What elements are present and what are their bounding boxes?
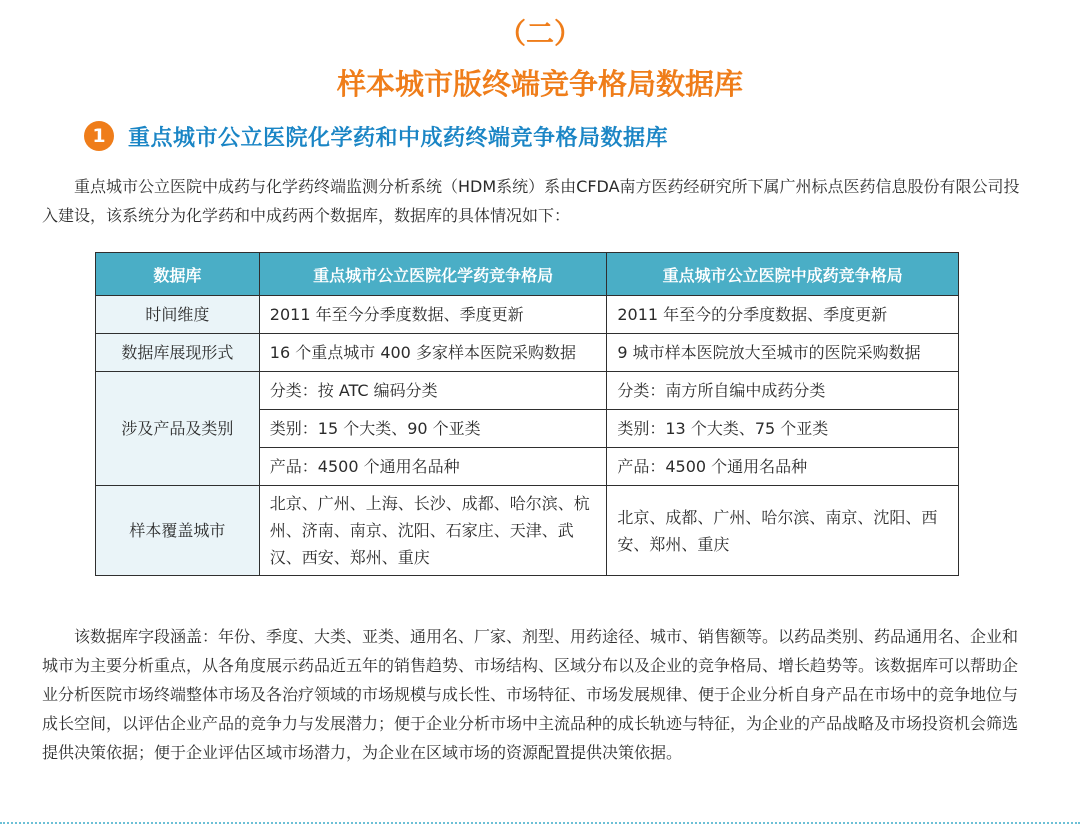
cell-cities-tcm: 北京、成都、广州、哈尔滨、南京、沈阳、西安、郑州、重庆: [607, 486, 959, 576]
description-paragraph: 该数据库字段涵盖：年份、季度、大类、亚类、通用名、厂家、剂型、用药途径、城市、销售额等。以药品类别、药品通用名、企业和城市为主要分析重点，从各角度展示药品近五年的销售趋势、市场结构、区域分布以及企业的竞争格局、增长趋势等。该数据库可以帮助企业分析医院市场终端整体市场及各治疗领域的市场规模与成长性、市场特征、市场发展规律、便于企业分析自身产品在市场中的竞争地位与成长空间，以评估企业产品的竞争力与发展潜力；便于企业分析市场中主流品种的成长轨迹与特征，为企业的产品战略及市场投资机会筛选提供决策依据；便于企业评估区域市场潜力，为企业在区域市场的资源配置提供决策依据。: [42, 627, 1019, 762]
cell-category-tcm: 类别：13 个大类、75 个亚类: [607, 410, 959, 448]
section-heading: [84, 118, 668, 154]
header-database: 数据库: [96, 253, 260, 296]
cell-category-chemical: 类别：15 个大类、90 个亚类: [259, 410, 607, 448]
cell-time-tcm: 2011 年至今的分季度数据、季度更新: [607, 296, 959, 334]
cell-form-chemical: 16 个重点城市 400 多家样本医院采购数据: [259, 334, 607, 372]
database-comparison-table: [95, 252, 959, 576]
cell-form-tcm: 9 城市样本医院放大至城市的医院采购数据: [607, 334, 959, 372]
cell-cities-chemical: 北京、广州、上海、长沙、成都、哈尔滨、杭州、济南、南京、沈阳、石家庄、天津、武汉、西安、郑州、重庆: [259, 486, 607, 576]
cell-product-chemical: 产品：4500 个通用名品种: [259, 448, 607, 486]
row-label-form: 数据库展现形式: [96, 334, 260, 372]
table-row: [96, 296, 959, 334]
cell-product-tcm: 产品：4500 个通用名品种: [607, 448, 959, 486]
bottom-dotted-divider: [0, 822, 1080, 824]
row-label-products: 涉及产品及类别: [96, 372, 260, 486]
section-number-badge: 1: [84, 121, 114, 151]
header-chemical: 重点城市公立医院化学药竞争格局: [259, 253, 607, 296]
cell-classification-chemical: 分类：按 ATC 编码分类: [259, 372, 607, 410]
chapter-number: （二）: [497, 17, 582, 50]
cell-classification-tcm: 分类：南方所自编中成药分类: [607, 372, 959, 410]
table-row: [96, 372, 959, 410]
table-row: [96, 334, 959, 372]
row-label-time: 时间维度: [96, 296, 260, 334]
table-header-row: [96, 253, 959, 296]
chapter-title: 样本城市版终端竞争格局数据库: [336, 67, 743, 101]
section-title: 重点城市公立医院化学药和中成药终端竞争格局数据库: [128, 125, 669, 151]
row-label-cities: 样本覆盖城市: [96, 486, 260, 576]
header-tcm: 重点城市公立医院中成药竞争格局: [607, 253, 959, 296]
table-row: [96, 486, 959, 576]
intro-paragraph: 重点城市公立医院中成药与化学药终端监测分析系统（HDM系统）系由CFDA南方医药经研究所下属广州标点医药信息股份有限公司投入建设，该系统分为化学药和中成药两个数据库，数据库的具体情况如下：: [42, 177, 1020, 225]
cell-time-chemical: 2011 年至今分季度数据、季度更新: [259, 296, 607, 334]
